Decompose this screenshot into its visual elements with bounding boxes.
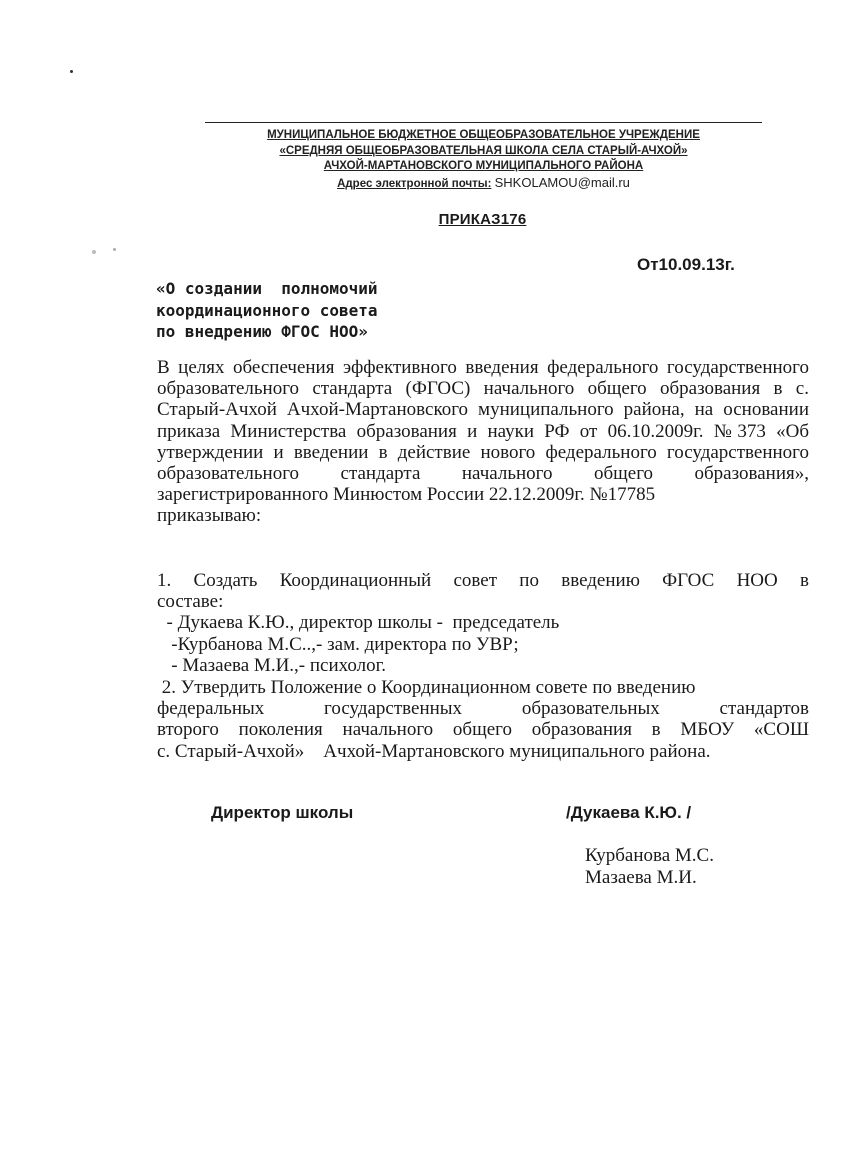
email-label: Адрес электронной почты: <box>337 177 492 190</box>
subject-line: по внедрению ФГОС НОО» <box>156 322 368 341</box>
item-2 <box>157 677 809 762</box>
order-subject <box>156 278 378 343</box>
signature-label: Директор школы <box>211 803 354 822</box>
preamble-text: В целях обеспечения эффективного введения федерального государственного образовательного стандарта (ФГОС) начального общего образования в с. Старый-Ачхой Ачхой-Мартановского муниципального района, на основании приказа Министерства образования и науки РФ от 06.10.2009г. №373 «Об утверждении и введении в действие нового федерального государственного образовательного стандарта начального общего образования», зарегистрированного Минюстом России 22.12.2009г. №17785 <box>157 357 809 506</box>
signature-name: /Дукаева К.Ю. / <box>566 803 692 822</box>
item-1-line-2: составе: <box>157 591 224 613</box>
school-header <box>205 122 762 192</box>
item-2-line-1: 2. Утвердить Положение о Координационном совете по введению <box>157 677 696 698</box>
member-item: - Мазаева М.И.,- психолог. <box>157 654 387 676</box>
subject-line: координационного совета <box>156 300 378 320</box>
item-2-line-3: второго поколения начального общего образования в МБОУ «СОШ <box>157 719 809 741</box>
item-2-line-4: с. Старый-Ачхой» Ачхой-Мартановского муниципального района. <box>157 740 711 762</box>
copies-list <box>585 845 714 888</box>
order-date: От10.09.13г. <box>637 255 735 274</box>
header-line-1: МУНИЦИПАЛЬНОЕ БЮДЖЕТНОЕ ОБЩЕОБРАЗОВАТЕЛЬНОЕ УЧРЕЖДЕНИЕ <box>267 129 700 141</box>
header-line-2: «СРЕДНЯЯ ОБЩЕОБРАЗОВАТЕЛЬНАЯ ШКОЛА СЕЛА СТАРЫЙ-АЧХОЙ» <box>279 144 688 157</box>
copy-name: Мазаева М.И. <box>585 866 697 888</box>
copy-name: Курбанова М.С. <box>585 845 714 866</box>
scan-speck <box>92 250 96 254</box>
item-2-line-2: федеральных государственных образовательных стандартов <box>157 698 809 720</box>
order-title: ПРИКАЗ176 <box>438 211 527 228</box>
subject-line: «О создании полномочий <box>156 279 378 298</box>
order-word: приказываю: <box>157 505 262 527</box>
member-item: - Дукаева К.Ю., директор школы - председатель <box>157 612 560 634</box>
header-line-3: АЧХОЙ-МАРТАНОВСКОГО МУНИЦИПАЛЬНОГО РАЙОНА <box>323 160 644 172</box>
preamble-paragraph <box>157 357 809 527</box>
scan-speck <box>113 248 116 251</box>
scan-speck <box>70 70 73 73</box>
email-address: SHKOLAMOU@mail.ru <box>494 174 630 190</box>
item-1-line-1: 1. Создать Координационный совет по введению ФГОС НОО в <box>157 570 809 591</box>
member-item: -Курбанова М.С..,- зам. директора по УВР; <box>157 633 519 655</box>
header-email-row <box>205 175 762 193</box>
item-1 <box>157 570 809 676</box>
